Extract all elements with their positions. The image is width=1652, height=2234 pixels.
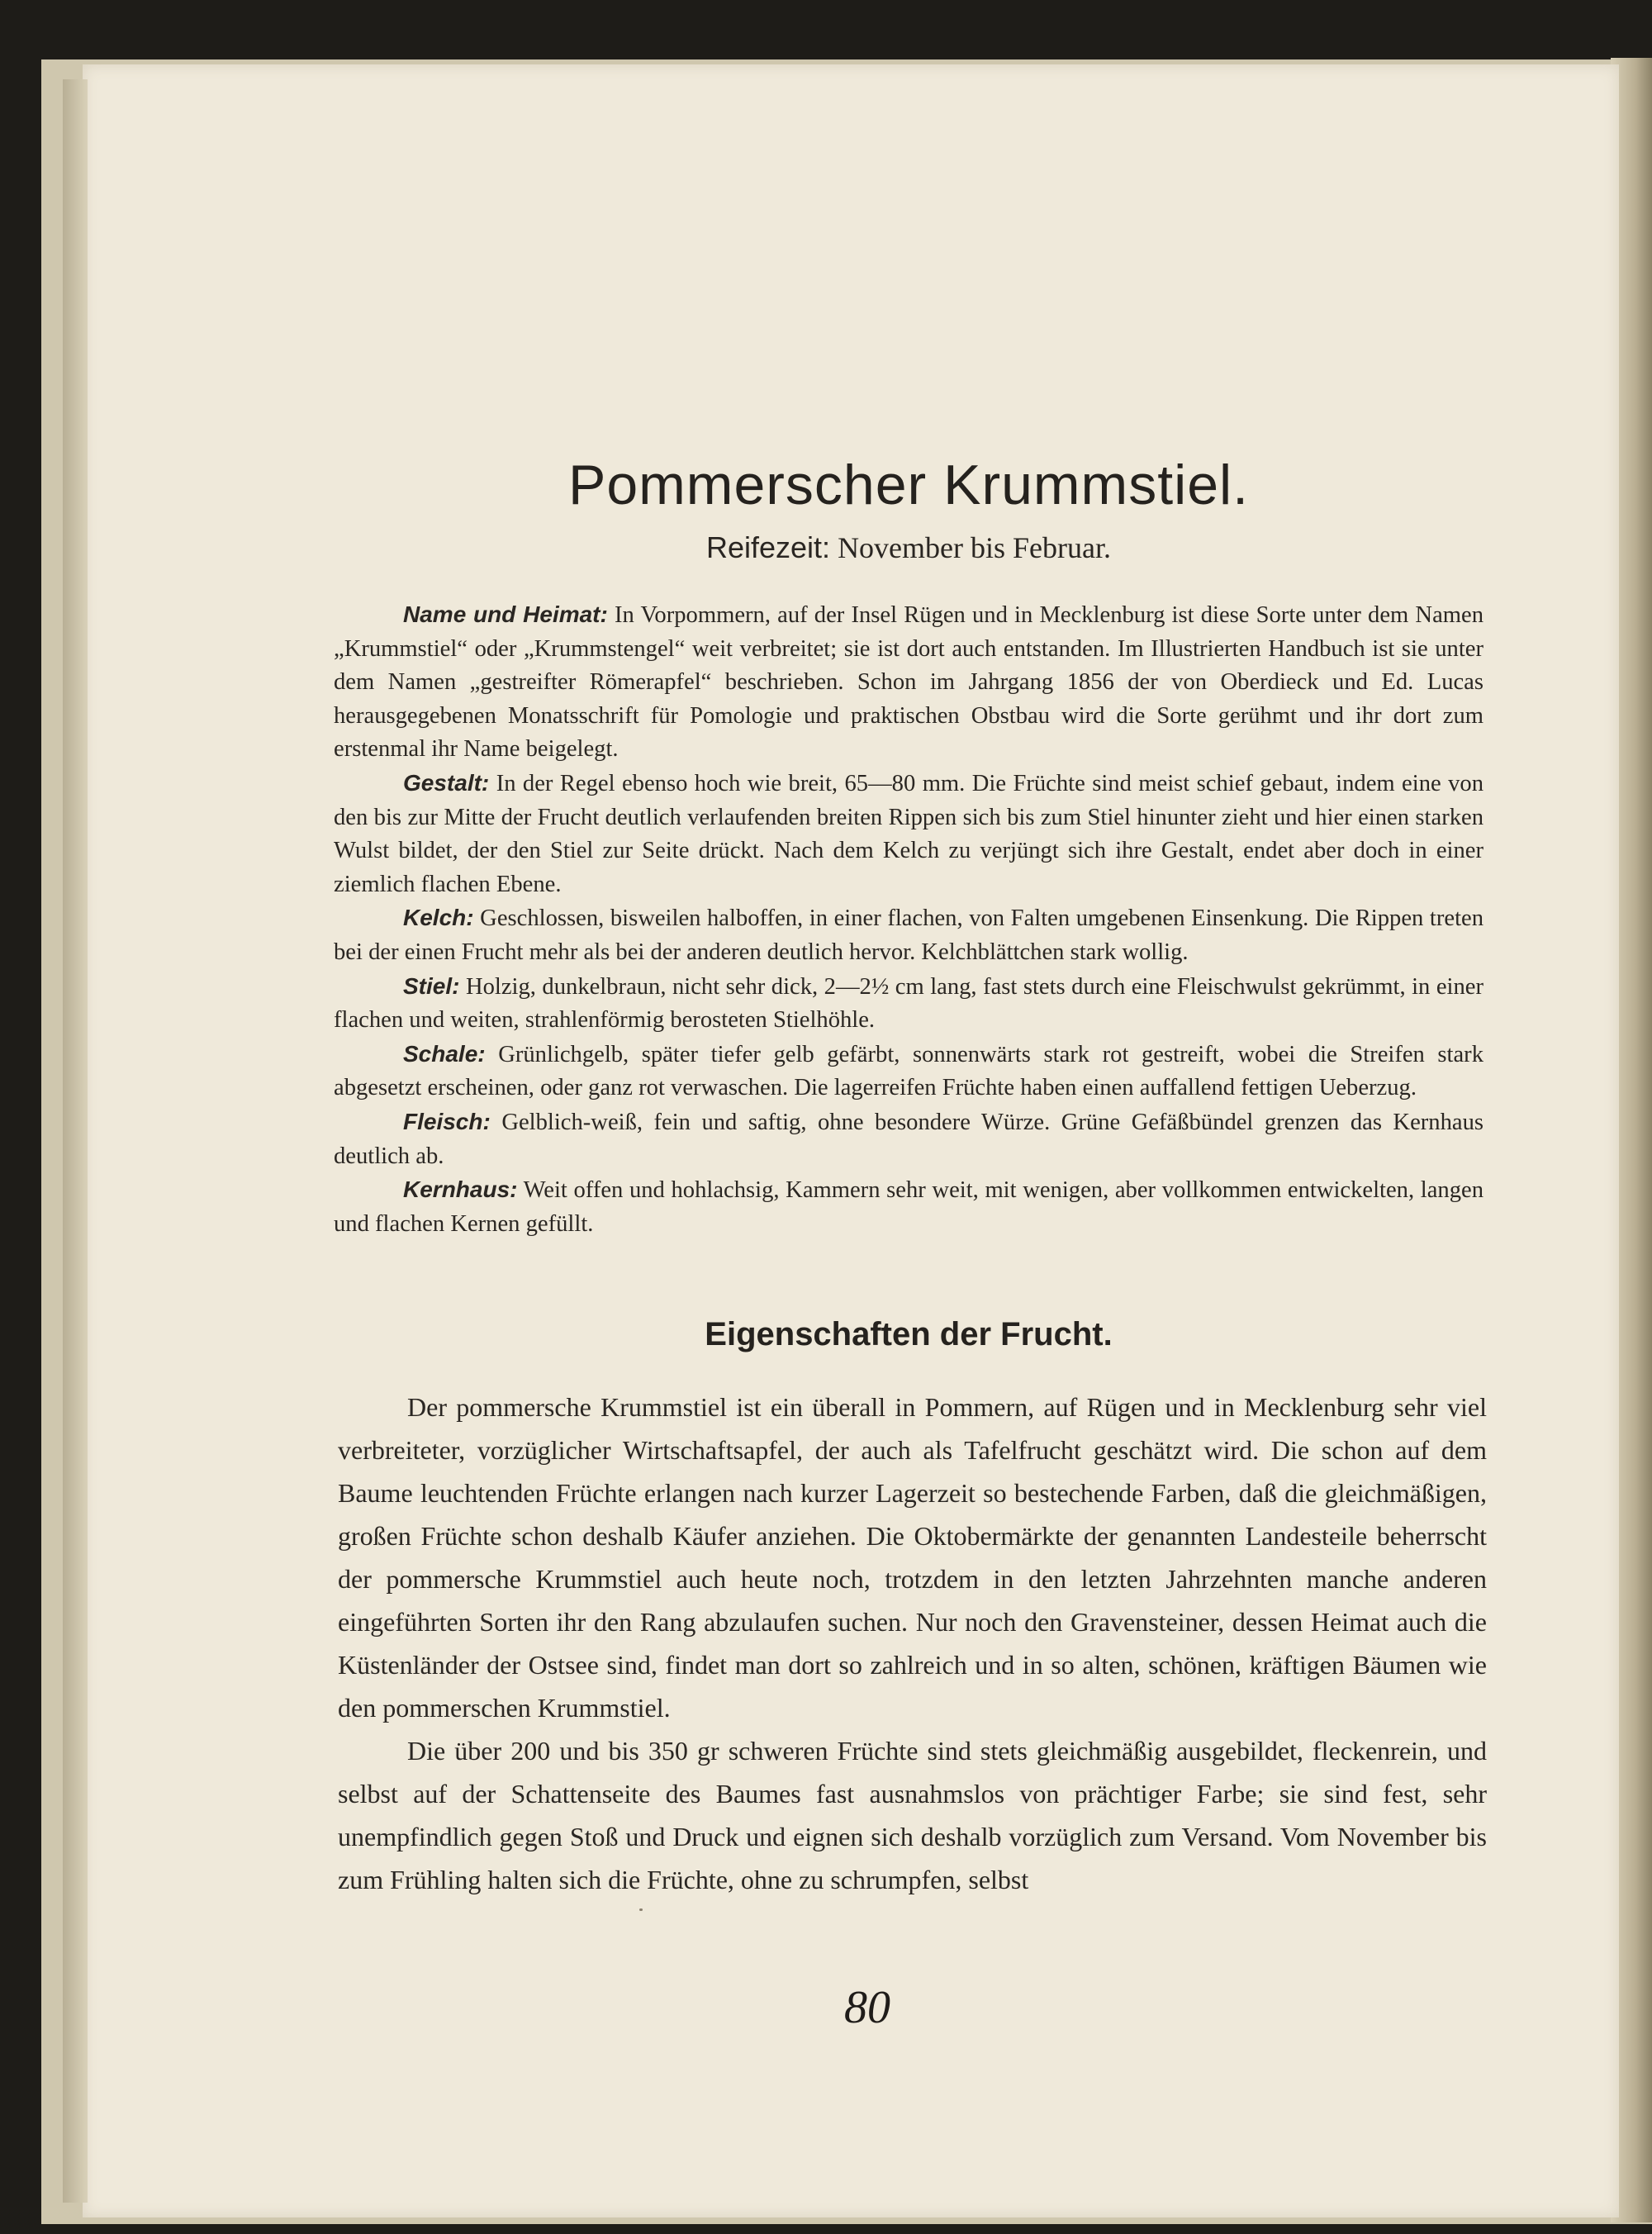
page-number: 80 <box>844 1982 890 2033</box>
description-entry-shape <box>334 767 1483 901</box>
body-paragraph: Die über 200 und bis 350 gr schweren Früchte sind stets gleichmäßig ausgebildet, fleckenrein, und selbst auf der Schattenseite des Baumes fast ausnahmslos von prächtiger Farbe; sie sind fest, sehr unempfindlich gegen Stoß und Druck und eignen sich deshalb vorzüglich zum Versand. Vom November bis zum Frühling halten sich die Früchte, ohne zu schrumpfen, selbst <box>338 1736 1487 1894</box>
section-heading: Eigenschaften der Frucht. <box>705 1316 1113 1352</box>
description-term: Name und Heimat: <box>403 601 608 627</box>
description-text: Holzig, dunkelbraun, nicht sehr dick, 2—2½ cm lang, fast stets durch eine Fleischwulst gekrümmt, in einer flachen und weiten, strahlenförmig berosteten Stielhöhle. <box>334 973 1483 1034</box>
body-paragraph: Der pommersche Krummstiel ist ein überall in Pommern, auf Rügen und in Mecklenburg sehr viel verbreiteter, vorzüglicher Wirtschaftsapfel, der auch als Tafelfrucht geschätzt wird. Die schon auf dem Baume leuchtenden Früchte erlangen nach kurzer Lagerzeit so bestechende Farben, daß die gleichmäßigen, großen Früchte schon deshalb Käufer anziehen. Die Oktobermärkte der genannten Landesteile beherrscht der pommersche Krummstiel auch heute noch, trotzdem in den letzten Jahrzehnten manche anderen eingeführten Sorten ihr den Rang abzulaufen suchen. Nur noch den Gravensteiner, dessen Heimat auch die Küstenländer der Ostsee sind, findet man dort so zahlreich und in so alten, schönen, kräftigen Bäumen wie den pommerschen Krummstiel. <box>338 1392 1487 1723</box>
description-term: Stiel: <box>403 972 460 999</box>
description-term: Fleisch: <box>403 1108 491 1134</box>
spine-shadow <box>63 79 88 2203</box>
ripening-time <box>248 530 1569 565</box>
description-entry-calyx <box>334 901 1483 969</box>
variety-description <box>334 598 1483 1241</box>
description-text: Weit offen und hohlachsig, Kammern sehr weit, mit wenigen, aber vollkommen entwickelten, langen und flachen Kernen gefüllt. <box>334 1177 1483 1237</box>
description-entry-flesh <box>334 1105 1483 1173</box>
description-text: In der Regel ebenso hoch wie breit, 65—80 mm. Die Früchte sind meist schief gebaut, indem eine von den bis zur Mitte der Frucht deutlich verlaufenden breiten Rippen sich bis zum Stiel hinunter zieht und hier einen starken Wulst bildet, der den Stiel zur Seite drückt. Nach dem Kelch zu verjüngt sich ihre Gestalt, endet aber doch in einer ziemlich flachen Ebene. <box>334 770 1483 897</box>
description-term: Kelch: <box>403 905 474 931</box>
description-term: Schale: <box>403 1040 486 1067</box>
description-entry-core <box>334 1173 1483 1241</box>
description-term: Gestalt: <box>403 769 490 796</box>
page-title: Pommerscher Krummstiel. <box>567 454 1250 516</box>
ripening-time-label: Reifezeit: <box>705 530 831 564</box>
paper-speck <box>639 1908 643 1911</box>
description-term: Kernhaus: <box>403 1176 518 1203</box>
ripening-time-value: November bis Februar. <box>838 531 1111 564</box>
description-entry-stem <box>334 970 1483 1038</box>
description-text: In Vorpommern, auf der Insel Rügen und in Mecklenburg ist diese Sorte unter dem Namen „Krummstiel“ oder „Krummstengel“ weit verbreitet; sie ist dort auch entstanden. Im Illustrierten Handbuch ist sie unter dem Namen „gestreifter Römerapfel“ beschrieben. Schon im Jahrgang 1856 der von Oberdieck und Ed. Lucas herausgegebenen Monatsschrift für Pomologie und praktischen Obstbau wird die Sorte gerühmt und ihr dort zum erstenmal ihr Name beigelegt. <box>334 602 1483 763</box>
description-entry-skin <box>334 1038 1483 1105</box>
description-entry-name <box>334 598 1483 767</box>
section-body <box>338 1386 1487 1901</box>
description-text: Grünlichgelb, später tiefer gelb gefärbt, sonnenwärts stark rot gestreift, wobei die Streifen stark abgesetzt erscheinen, oder ganz rot verwaschen. Die lagerreifen Früchte haben einen auffallend fettigen Ueberzug. <box>334 1041 1483 1101</box>
description-text: Gelblich-weiß, fein und saftig, ohne besondere Würze. Grüne Gefäßbündel grenzen das Kernhaus deutlich ab. <box>334 1109 1484 1169</box>
description-text: Geschlossen, bisweilen halboffen, in einer flachen, von Falten umgebenen Einsenkung. Die Rippen treten bei der einen Frucht mehr als bei der anderen deutlich hervor. Kelchblättchen stark wollig. <box>334 905 1484 965</box>
